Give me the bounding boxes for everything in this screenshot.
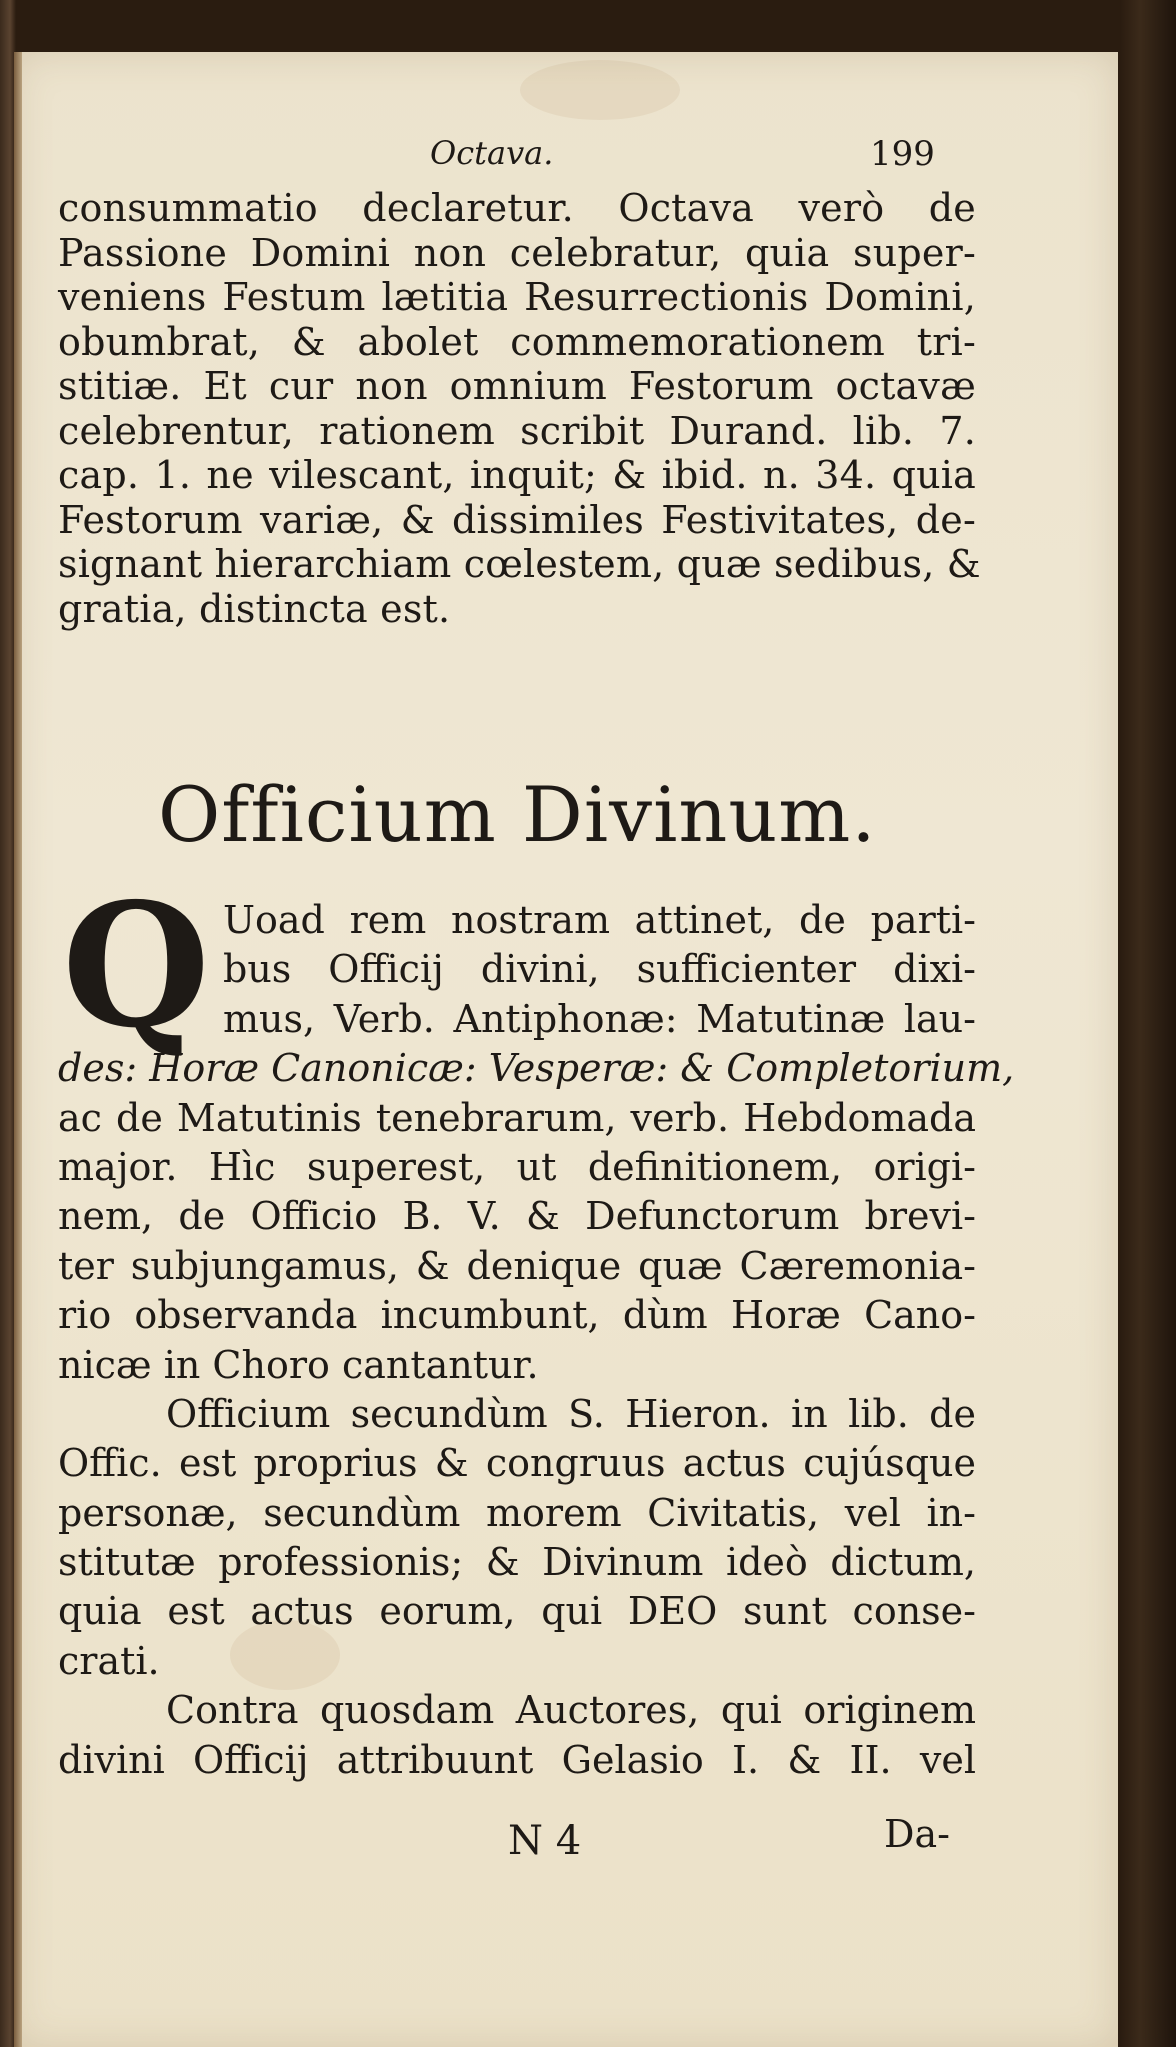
text-line: rio observanda incumbunt, dùm Horæ Cano- xyxy=(58,1293,976,1338)
text-line: veniens Festum lætitia Resurrectionis Domini, xyxy=(58,275,976,319)
text-line: mus, Verb. Antiphonæ: Matutinæ lau- xyxy=(223,996,976,1041)
text-line: des: Horæ Canonicæ: Vesperæ: & Completorium, xyxy=(58,1046,1015,1091)
running-title: Octava. xyxy=(430,134,554,172)
text-line: quia est actus eorum, qui DEO sunt conse- xyxy=(58,1589,976,1634)
signature-mark: N 4 xyxy=(508,1818,582,1864)
text-line: Festorum variæ, & dissimiles Festivitates, de- xyxy=(58,497,976,542)
page-header xyxy=(0,130,1176,180)
text-line: personæ, secundùm morem Civitatis, vel in- xyxy=(58,1490,976,1535)
text-line: major. Hìc superest, ut definitionem, origi- xyxy=(58,1144,976,1189)
text-line: stitiæ. Et cur non omnium Festorum octavæ xyxy=(58,364,976,408)
text-line: nem, de Officio B. V. & Defunctorum brevi- xyxy=(58,1194,976,1239)
text-line: celebrentur, rationem scribit Durand. lib. 7. xyxy=(58,408,976,453)
text-line: gratia, distincta est. xyxy=(58,586,451,631)
catchword: Da- xyxy=(884,1812,950,1856)
text-line: cap. 1. ne vilescant, inquit; & ibid. n. 34. quia xyxy=(58,453,976,497)
main-paragraph xyxy=(58,896,1015,1785)
text-line: ac de Matutinis tenebrarum, verb. Hebdomada xyxy=(58,1095,976,1140)
text-line: divini Officij attribuunt Gelasio I. & II. vel xyxy=(58,1737,976,1782)
text-line: crati. xyxy=(58,1638,160,1683)
drop-cap: Q xyxy=(62,866,211,1066)
paper-stain xyxy=(520,60,680,120)
text-line: stitutæ professionis; & Divinum ideò dictum, xyxy=(58,1540,976,1585)
text-line: ter subjungamus, & denique quæ Cæremonia- xyxy=(58,1243,976,1288)
text-line: consummatio declaretur. Octava verò de xyxy=(58,186,976,230)
text-line: nicæ in Choro cantantur. xyxy=(58,1342,539,1387)
text-line: signant hierarchiam cœlestem, quæ sedibus, & xyxy=(58,542,981,586)
text-line: Contra quosdam Auctores, qui originem xyxy=(166,1688,976,1733)
text-line: Passione Domini non celebratur, quia super- xyxy=(58,230,976,275)
book-gutter xyxy=(14,52,22,2047)
text-line: Officium secundùm S. Hieron. in lib. de xyxy=(166,1391,976,1436)
top-paragraph xyxy=(58,186,981,631)
text-line: Uoad rem nostram attinet, de parti- xyxy=(223,898,976,942)
section-heading: Officium Divinum. xyxy=(158,770,877,859)
text-line: Offic. est proprius & congruus actus cujúsque xyxy=(58,1441,976,1486)
text-line: obumbrat, & abolet commemorationem tri- xyxy=(58,319,976,364)
text-line: bus Officij divini, sufficienter dixi- xyxy=(223,947,976,992)
page-number: 199 xyxy=(870,134,935,174)
